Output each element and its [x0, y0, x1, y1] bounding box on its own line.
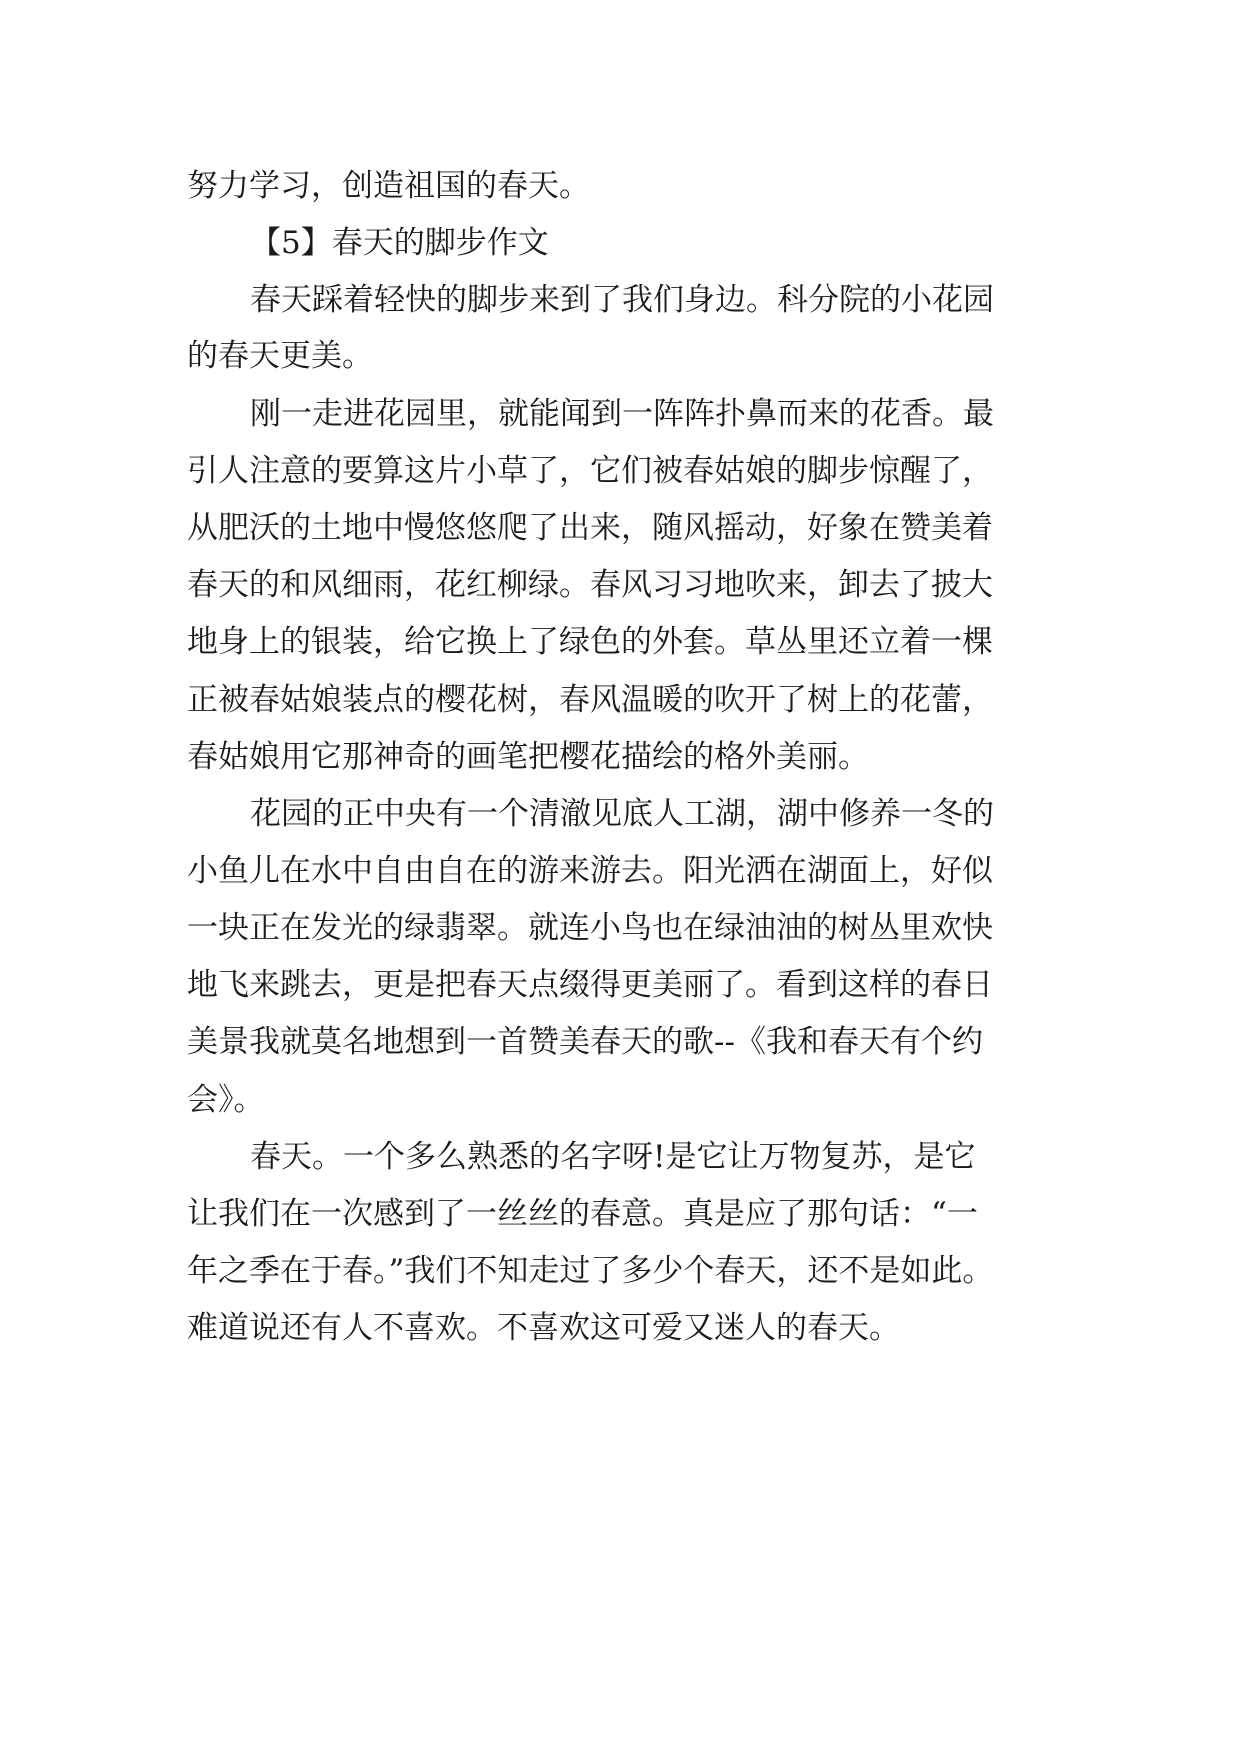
section-heading: 【5】春天的脚步作文 — [250, 225, 549, 261]
text-line: 引人注意的要算这片小草了，它们被春姑娘的脚步惊醒了， — [187, 453, 993, 489]
text-line: 花园的正中央有一个清澈见底人工湖，湖中修养一冬的 — [250, 796, 994, 832]
text-line: 刚一走进花园里，就能闻到一阵阵扑鼻而来的花香。最 — [250, 396, 994, 432]
text-line: 正被春姑娘装点的樱花树，春风温暖的吹开了树上的花蕾， — [187, 682, 993, 718]
text-line: 的春天更美。 — [187, 338, 373, 374]
text-line: 春天的和风细雨，花红柳绿。春风习习地吹来，卸去了披大 — [187, 567, 993, 603]
text-line: 地飞来跳去，更是把春天点缀得更美丽了。看到这样的春日 — [187, 967, 993, 1003]
text-line: 会》。 — [187, 1082, 265, 1118]
text-line: 难道说还有人不喜欢。不喜欢这可爱又迷人的春天。 — [187, 1310, 900, 1346]
text-line: 一块正在发光的绿翡翠。就连小鸟也在绿油油的树丛里欢快 — [187, 910, 993, 946]
text-line: 努力学习，创造祖国的春天。 — [187, 168, 590, 204]
text-line: 让我们在一次感到了一丝丝的春意。真是应了那句话：“一 — [187, 1196, 978, 1232]
text-line: 美景我就莫名地想到一首赞美春天的歌--《我和春天有个约 — [187, 1024, 983, 1060]
text-line: 地身上的银装，给它换上了绿色的外套。草丛里还立着一棵 — [187, 624, 993, 660]
text-line: 春姑娘用它那神奇的画笔把樱花描绘的格外美丽。 — [187, 739, 869, 775]
text-line: 年之季在于春。”我们不知走过了多少个春天，还不是如此。 — [187, 1253, 994, 1289]
text-line: 春天踩着轻快的脚步来到了我们身边。科分院的小花园 — [250, 282, 994, 318]
text-line: 从肥沃的土地中慢悠悠爬了出来，随风摇动，好象在赞美着 — [187, 510, 993, 546]
text-line: 小鱼儿在水中自由自在的游来游去。阳光洒在湖面上，好似 — [187, 853, 993, 889]
text-line: 春天。一个多么熟悉的名字呀!是它让万物复苏，是它 — [250, 1139, 976, 1175]
